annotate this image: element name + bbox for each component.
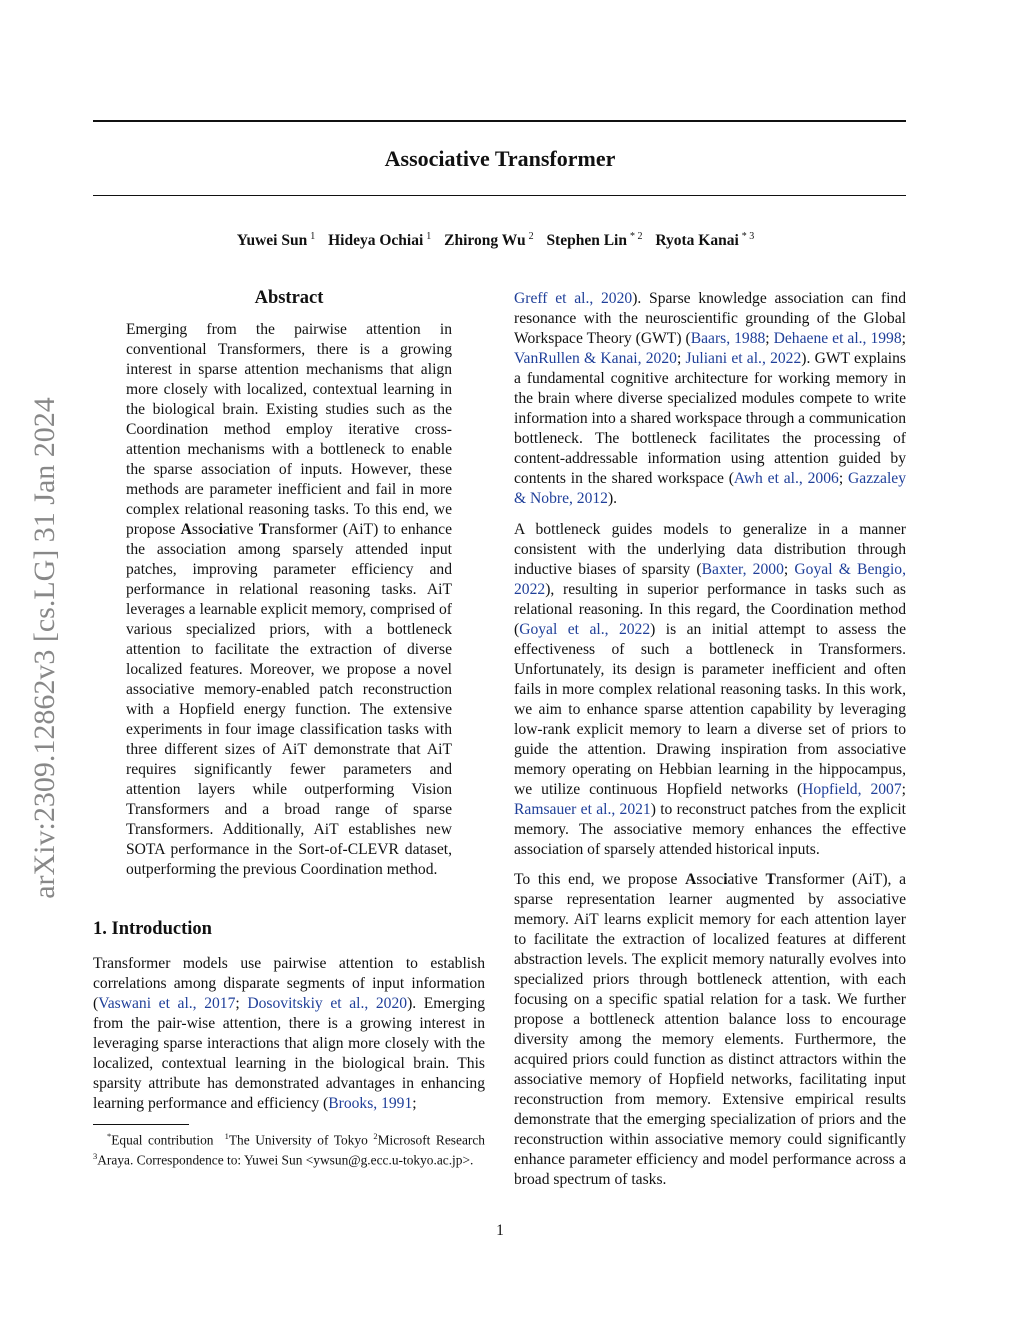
citation-link[interactable]: Gazzaley & Nobre, 2012 bbox=[514, 470, 907, 507]
citation-link[interactable]: Ramsauer et al., 2021 bbox=[514, 801, 651, 818]
text-span: ransformer (AiT), a sparse representation learner augmented by associative memory. AiT learns explicit memory for each attention layer to facilitate the extraction of localized features at different abstraction levels. The explicit memory naturally evolves into specialized priors through bottleneck attention, with each focusing on a specific spatial relation for a task. We further propose a bottleneck attention balance loss to encourage diversity among the memory elements. Furthermore, the acquired priors could function as distinct attractors within the associative memory of Hopfield networks, facilitating input reconstruction from memory. Extensive empirical results demonstrate that the emerging specialization of priors and the reconstruction within associative memory could significantly enhance parameter efficiency and model performance across a broad spectrum of tasks. bbox=[514, 871, 907, 1188]
arxiv-identifier-stamp: arXiv:2309.12862v3 [cs.LG] 31 Jan 2024 bbox=[28, 397, 61, 899]
footnote bbox=[93, 1128, 485, 1169]
title-top-rule bbox=[93, 120, 906, 122]
citation-link[interactable]: Juliani et al., 2022 bbox=[685, 350, 802, 367]
text-span: ; bbox=[235, 995, 248, 1012]
citation-link[interactable]: Awh et al., 2006 bbox=[733, 470, 839, 487]
citation-link[interactable]: VanRullen & Kanai, 2020 bbox=[514, 350, 677, 367]
text-span: Emerging from the pairwise attention in conventional Transformers, there is a growing interest in sparse attention mechanisms that align more closely with localized, contextual learning in the biological brain. Existing studies such as the Coordination method employ iterative cross-attention mechanisms with a bottleneck to enable the sparse association of inputs. However, these methods are parameter inefficient and fail in more complex relational reasoning tasks. To this end, we propose bbox=[126, 321, 452, 538]
author-affiliation: 1 bbox=[426, 231, 432, 242]
text-span: ; bbox=[765, 330, 774, 347]
text-span: Transformer models use pairwise attention to establish correlations among disparate segments of input information ( bbox=[93, 955, 485, 1012]
citation-link[interactable]: Brooks, 1991 bbox=[328, 1095, 413, 1112]
citation-link[interactable]: Dosovitskiy et al., 2020 bbox=[247, 995, 408, 1012]
text-span: A bottleneck guides models to generalize in a manner consistent with the underlying data distribution through inductive biases of sparsity ( bbox=[514, 521, 906, 578]
text-span: To this end, we propose bbox=[514, 871, 686, 888]
text-span: ; bbox=[783, 561, 795, 578]
citation-link[interactable]: Baars, 1988 bbox=[690, 330, 766, 347]
bold-text: T bbox=[258, 521, 270, 538]
abstract-heading: Abstract bbox=[254, 288, 324, 308]
author-affiliation: * 3 bbox=[741, 231, 755, 242]
footnote-mark: 1 bbox=[224, 1131, 229, 1141]
citation-link[interactable]: Dehaene et al., 1998 bbox=[773, 330, 902, 347]
author-affiliation: 1 bbox=[310, 231, 316, 242]
page-number: 1 bbox=[496, 1222, 504, 1239]
text-span: ). bbox=[607, 490, 618, 507]
footnote-affiliation: Microsoft Research bbox=[377, 1132, 485, 1148]
footnote-equal: Equal contribution bbox=[111, 1132, 214, 1148]
author-name: Zhirong Wu bbox=[444, 232, 526, 250]
text-span: ative bbox=[223, 521, 259, 538]
title-bottom-rule bbox=[93, 195, 906, 196]
text-span: ; bbox=[901, 781, 906, 798]
author-list bbox=[0, 231, 1000, 250]
text-span: ). Sparse knowledge association can find resonance with the neuroscientific grounding of the Global Workspace Theory (GWT) ( bbox=[514, 290, 907, 347]
citation-link[interactable]: Vaswani et al., 2017 bbox=[98, 995, 236, 1012]
text-span: ssoc bbox=[696, 871, 724, 888]
author-name: Hideya Ochiai bbox=[328, 232, 424, 250]
author-affiliation: 2 bbox=[528, 231, 534, 242]
bold-text: T bbox=[765, 871, 776, 888]
abstract-paragraph bbox=[126, 320, 452, 880]
right-paragraph-2 bbox=[514, 520, 906, 860]
text-span: ssoc bbox=[191, 521, 219, 538]
text-span: ; bbox=[901, 330, 906, 347]
bold-text: i bbox=[218, 521, 224, 538]
citation-link[interactable]: Baxter, 2000 bbox=[701, 561, 784, 578]
bold-text: A bbox=[180, 521, 192, 538]
author-name: Stephen Lin bbox=[546, 232, 627, 250]
footnote-mark: * bbox=[107, 1131, 112, 1141]
right-paragraph-1 bbox=[514, 289, 906, 509]
introduction-paragraph bbox=[93, 954, 485, 1114]
text-span: ). Emerging from the pair-wise attention, there is a growing interest in leveraging sparse interactions that align more closely with the localized, contextual learning in the biological brain. This sparsity attribute has demonstrated advantages in enhancing learning performance and efficiency ( bbox=[93, 995, 485, 1112]
citation-link[interactable]: Goyal & Bengio, 2022 bbox=[514, 561, 907, 598]
citation-link[interactable]: Greff et al., 2020 bbox=[514, 290, 633, 307]
author-affiliation: * 2 bbox=[629, 231, 643, 242]
introduction-heading: 1. Introduction bbox=[93, 919, 212, 939]
text-span: ). GWT explains a fundamental cognitive architecture for working memory in the brain where diverse specialized modules compete to write information into a shared workspace through a communication bottleneck. The bottleneck facilitates the processing of content-addressable information using attention guided by contents in the shared workspace ( bbox=[514, 350, 906, 487]
footnote-mark: 3 bbox=[93, 1151, 98, 1162]
citation-link[interactable]: Goyal et al., 2022 bbox=[519, 621, 651, 638]
text-span: ) is an initial attempt to assess the effectiveness of such a bottleneck in Transformers. Unfortunately, its design is parameter inefficient and often fails in more complex relational reasoning tasks. In this work, we aim to enhance sparse attention capability by leveraging low-rank explicit memory to learn a diverse set of priors to guide the attention. Drawing inspiration from associative memory operating on Hebbian learning in the hippocampus, we utilize continuous Hopfield networks ( bbox=[514, 621, 907, 798]
text-span: ), resulting in superior performance in tasks such as relational reasoning. In this regard, the Coordination method ( bbox=[514, 581, 906, 638]
right-paragraph-3 bbox=[514, 870, 906, 1190]
text-span: ransformer (AiT) to enhance the association among sparsely attended input patches, improving parameter efficiency and performance in relational reasoning tasks. AiT leverages a learnable explicit memory, comprised of various specialized priors, with a bottleneck attention to facilitate the extraction of diverse localized features. Moreover, we propose a novel associative memory-enabled patch reconstruction with a Hopfield energy function. The extensive experiments in four image classification tasks with three different sizes of AiT demonstrate that AiT requires significantly fewer parameters and attention layers while outperforming Vision Transformers and a broad range of sparse Transformers. Additionally, AiT establishes new SOTA performance in the Sort-of-CLEVR dataset, outperforming the previous Coordination method. bbox=[126, 521, 453, 878]
bold-text: A bbox=[685, 871, 697, 888]
bold-text: i bbox=[723, 871, 728, 888]
text-span: ; bbox=[676, 350, 686, 367]
text-span: ; bbox=[838, 470, 849, 487]
footnote-affiliation: The University of Tokyo bbox=[228, 1132, 374, 1148]
text-span: ) to reconstruct patches from the explicit memory. The associative memory enhances the effective association of sparsely attended historical inputs. bbox=[514, 801, 906, 858]
footnote-mark: 2 bbox=[373, 1131, 378, 1141]
author-name: Ryota Kanai bbox=[655, 232, 739, 250]
author-name: Yuwei Sun bbox=[236, 232, 308, 250]
citation-link[interactable]: Hopfield, 2007 bbox=[802, 781, 902, 798]
footnote-rule bbox=[93, 1124, 189, 1125]
text-span: ; bbox=[412, 1095, 417, 1112]
footnote-affiliation: Araya. Correspondence to: Yuwei Sun <ywsun@g.ecc.u-tokyo.ac.jp>. bbox=[97, 1152, 474, 1168]
paper-title: Associative Transformer bbox=[384, 146, 616, 171]
text-span: ative bbox=[727, 871, 766, 888]
